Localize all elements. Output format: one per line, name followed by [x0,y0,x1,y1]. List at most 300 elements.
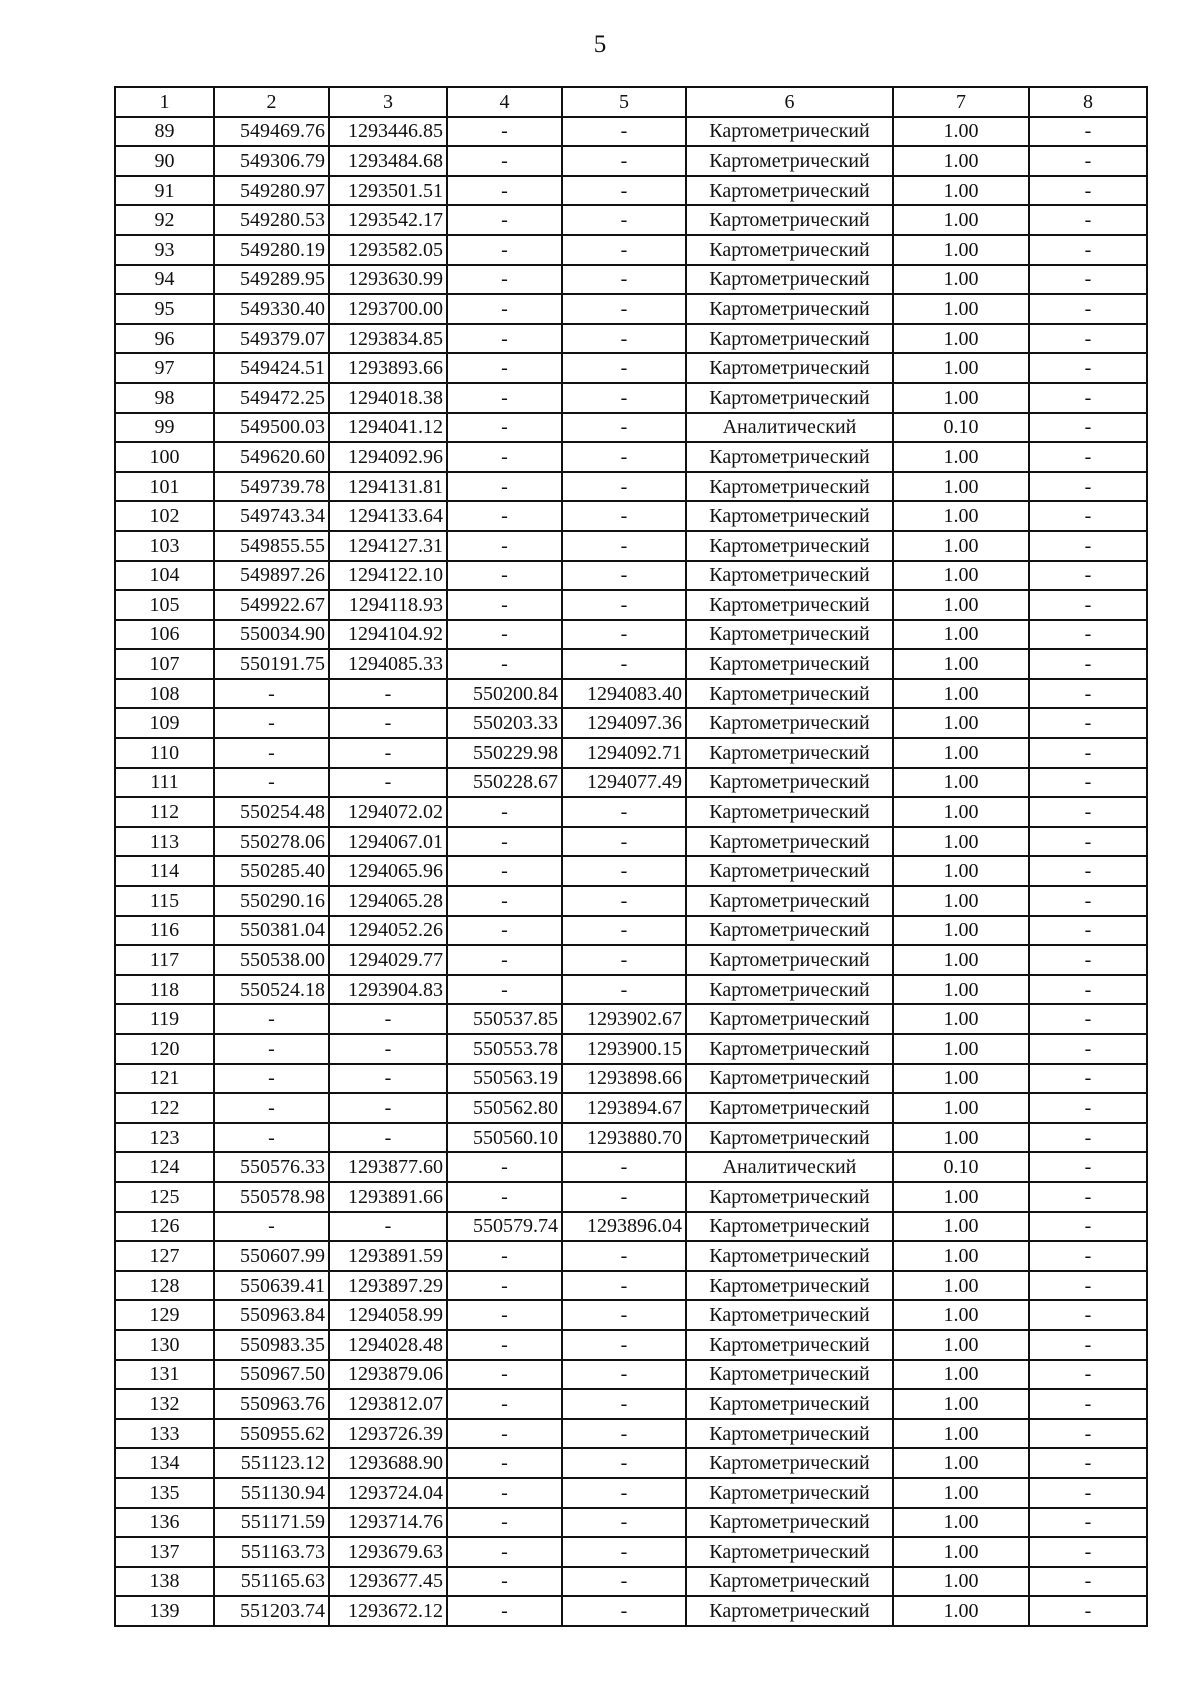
table-cell: - [1029,1300,1147,1330]
table-cell: Картометрический [686,442,893,472]
table-cell: - [1029,353,1147,383]
table-cell: 119 [115,1004,214,1034]
table-cell: - [562,827,686,857]
table-cell: - [1029,1004,1147,1034]
table-cell: 1.00 [893,442,1029,472]
table-cell: - [1029,916,1147,946]
table-cell: Картометрический [686,856,893,886]
table-row [115,1419,1147,1449]
table-cell: - [1029,117,1147,147]
table-cell: Картометрический [686,1448,893,1478]
table-cell: - [447,442,562,472]
table-cell: - [329,1064,447,1094]
table-cell: 1293630.99 [329,265,447,295]
table-cell: 1.00 [893,146,1029,176]
table-cell: - [214,768,329,798]
table-cell: 1.00 [893,1123,1029,1153]
table-cell: - [562,1389,686,1419]
table-cell: 1294018.38 [329,383,447,413]
table-cell: - [1029,561,1147,591]
table-cell: 104 [115,561,214,591]
table-cell: Картометрический [686,531,893,561]
table-cell: 134 [115,1448,214,1478]
table-cell: - [562,442,686,472]
table-cell: - [447,235,562,265]
table-cell: 551203.74 [214,1596,329,1626]
table-cell: 111 [115,768,214,798]
table-cell: - [1029,620,1147,650]
table-cell: 137 [115,1537,214,1567]
table-cell: - [447,1182,562,1212]
table-cell: 1294052.26 [329,916,447,946]
table-cell: 1.00 [893,1004,1029,1034]
table-row [115,856,1147,886]
table-cell: 550203.33 [447,708,562,738]
table-cell: 1293446.85 [329,117,447,147]
table-cell: - [562,413,686,443]
table-cell: Картометрический [686,975,893,1005]
table-cell: 131 [115,1360,214,1390]
table-cell: - [329,1034,447,1064]
table-cell: 106 [115,620,214,650]
table-cell: 115 [115,886,214,916]
table-cell: 0.10 [893,413,1029,443]
table-cell: Картометрический [686,1508,893,1538]
table-cell: - [1029,1093,1147,1123]
table-cell: 1294065.96 [329,856,447,886]
table-cell: 550955.62 [214,1419,329,1449]
table-cell: 1.00 [893,1360,1029,1390]
column-header: 2 [214,87,329,117]
table-cell: - [329,738,447,768]
table-cell: 549472.25 [214,383,329,413]
table-cell: 99 [115,413,214,443]
table-cell: 1.00 [893,916,1029,946]
table-cell: - [1029,649,1147,679]
table-cell: Картометрический [686,945,893,975]
table-cell: 1294127.31 [329,531,447,561]
table-row [115,324,1147,354]
table-row [115,1271,1147,1301]
table-cell: 1.00 [893,176,1029,206]
table-cell: - [1029,1182,1147,1212]
table-cell: - [1029,501,1147,531]
table-cell: - [562,531,686,561]
table-row [115,1537,1147,1567]
table-cell: 92 [115,205,214,235]
table-cell: - [1029,383,1147,413]
table-cell: 551163.73 [214,1537,329,1567]
table-cell: - [1029,1389,1147,1419]
table-cell: 549620.60 [214,442,329,472]
table-cell: - [447,146,562,176]
table-cell: 1294041.12 [329,413,447,443]
table-cell: 550191.75 [214,649,329,679]
table-cell: - [562,324,686,354]
table-row [115,1596,1147,1626]
table-cell: 123 [115,1123,214,1153]
table-row [115,501,1147,531]
table-row [115,1064,1147,1094]
table-cell: - [447,117,562,147]
table-cell: 125 [115,1182,214,1212]
table-row [115,117,1147,147]
table-cell: - [447,1448,562,1478]
table-cell: - [447,205,562,235]
table-cell: 1294072.02 [329,797,447,827]
table-cell: 1293891.66 [329,1182,447,1212]
table-cell: 89 [115,117,214,147]
table-cell: 1.00 [893,649,1029,679]
table-cell: 550381.04 [214,916,329,946]
table-cell: 1.00 [893,294,1029,324]
table-row [115,265,1147,295]
table-cell: - [447,383,562,413]
table-cell: - [447,827,562,857]
table-cell: - [1029,768,1147,798]
table-row [115,886,1147,916]
table-cell: Картометрический [686,1123,893,1153]
table-cell: Картометрический [686,1389,893,1419]
table-row [115,797,1147,827]
table-cell: 100 [115,442,214,472]
table-cell: 1294092.71 [562,738,686,768]
table-cell: 1.00 [893,708,1029,738]
table-cell: 120 [115,1034,214,1064]
table-cell: - [562,945,686,975]
table-cell: - [1029,590,1147,620]
table-cell: - [214,1034,329,1064]
table-cell: Картометрический [686,1064,893,1094]
table-cell: 1294077.49 [562,768,686,798]
table-cell: 1293894.67 [562,1093,686,1123]
table-cell: - [562,146,686,176]
table-cell: 1.00 [893,768,1029,798]
table-row [115,620,1147,650]
table-cell: Картометрический [686,649,893,679]
table-cell: - [562,1182,686,1212]
table-cell: 550639.41 [214,1271,329,1301]
table-cell: - [447,916,562,946]
table-cell: - [562,1478,686,1508]
table-cell: 550579.74 [447,1212,562,1242]
table-cell: - [1029,1271,1147,1301]
table-row [115,1182,1147,1212]
table-row [115,1004,1147,1034]
table-cell: 103 [115,531,214,561]
table-cell: - [329,1004,447,1034]
table-cell: - [1029,324,1147,354]
table-cell: Картометрический [686,472,893,502]
table-cell: 1.00 [893,1241,1029,1271]
table-cell: 1293542.17 [329,205,447,235]
table-cell: 1.00 [893,1064,1029,1094]
table-cell: 1294067.01 [329,827,447,857]
table-cell: 1.00 [893,1300,1029,1330]
table-cell: 108 [115,679,214,709]
table-cell: - [214,1064,329,1094]
table-cell: 550963.76 [214,1389,329,1419]
table-cell: 133 [115,1419,214,1449]
table-cell: 122 [115,1093,214,1123]
table-cell: 549500.03 [214,413,329,443]
table-cell: 1.00 [893,1212,1029,1242]
table-row [115,176,1147,206]
table-row [115,1389,1147,1419]
table-cell: - [1029,146,1147,176]
table-body [115,117,1147,1626]
column-header: 5 [562,87,686,117]
table-cell: 550200.84 [447,679,562,709]
table-cell: 551130.94 [214,1478,329,1508]
table-cell: - [562,620,686,650]
table-cell: 1.00 [893,1478,1029,1508]
table-cell: - [1029,1034,1147,1064]
table-cell: 110 [115,738,214,768]
table-cell: - [562,176,686,206]
table-cell: Картометрический [686,916,893,946]
table-cell: - [562,294,686,324]
table-cell: 1.00 [893,856,1029,886]
table-cell: Картометрический [686,797,893,827]
table-cell: - [447,886,562,916]
table-cell: 1.00 [893,797,1029,827]
table-cell: - [1029,886,1147,916]
table-cell: 93 [115,235,214,265]
table-cell: - [1029,531,1147,561]
table-row [115,708,1147,738]
table-cell: 550576.33 [214,1152,329,1182]
table-cell: 126 [115,1212,214,1242]
table-cell: 1.00 [893,324,1029,354]
table-cell: 550963.84 [214,1300,329,1330]
table-cell: Картометрический [686,1300,893,1330]
table-cell: Картометрический [686,1478,893,1508]
table-cell: 549280.53 [214,205,329,235]
table-cell: Картометрический [686,708,893,738]
table-cell: Аналитический [686,413,893,443]
table-cell: 551171.59 [214,1508,329,1538]
table-cell: - [214,738,329,768]
table-cell: 1294092.96 [329,442,447,472]
table-cell: 1293700.00 [329,294,447,324]
table-cell: - [447,1271,562,1301]
table-cell: Картометрический [686,1093,893,1123]
table-cell: 1.00 [893,235,1029,265]
table-cell: - [447,797,562,827]
table-cell: 550562.80 [447,1093,562,1123]
table-cell: - [562,383,686,413]
table-cell: 550524.18 [214,975,329,1005]
table-cell: - [447,561,562,591]
table-cell: - [562,649,686,679]
table-cell: 1294028.48 [329,1330,447,1360]
table-cell: - [562,1537,686,1567]
table-cell: 1.00 [893,353,1029,383]
table-cell: 1294122.10 [329,561,447,591]
table-row [115,738,1147,768]
table-cell: 139 [115,1596,214,1626]
table-cell: - [562,235,686,265]
table-cell: - [1029,1212,1147,1242]
table-cell: - [329,708,447,738]
table-row [115,1152,1147,1182]
table-cell: 1293900.15 [562,1034,686,1064]
table-cell: Картометрический [686,1360,893,1390]
table-cell: 1.00 [893,827,1029,857]
table-cell: 1293897.29 [329,1271,447,1301]
table-cell: 1.00 [893,1508,1029,1538]
table-cell: Картометрический [686,324,893,354]
table-cell: 549280.19 [214,235,329,265]
table-cell: 1293896.04 [562,1212,686,1242]
table-cell: Картометрический [686,235,893,265]
table-cell: - [562,1419,686,1449]
column-header: 4 [447,87,562,117]
table-cell: - [447,620,562,650]
table-cell: - [447,353,562,383]
table-cell: 132 [115,1389,214,1419]
table-cell: - [562,265,686,295]
table-cell: 1294029.77 [329,945,447,975]
table-cell: - [562,501,686,531]
table-cell: Картометрический [686,383,893,413]
table-cell: 1.00 [893,590,1029,620]
table-cell: 550607.99 [214,1241,329,1271]
table-cell: - [447,1478,562,1508]
table-cell: 1293891.59 [329,1241,447,1271]
table-cell: 549330.40 [214,294,329,324]
table-cell: 109 [115,708,214,738]
table-cell: - [562,590,686,620]
table-cell: - [329,1093,447,1123]
table-cell: - [447,1152,562,1182]
table-cell: 1.00 [893,501,1029,531]
table-cell: 101 [115,472,214,502]
table-cell: - [562,1567,686,1597]
table-cell: - [329,1212,447,1242]
table-cell: 1.00 [893,1448,1029,1478]
table-cell: 1.00 [893,975,1029,1005]
table-cell: Картометрический [686,353,893,383]
table-cell: - [447,975,562,1005]
table-row [115,1508,1147,1538]
table-row [115,205,1147,235]
table-cell: 136 [115,1508,214,1538]
table-cell: 95 [115,294,214,324]
table-cell: 114 [115,856,214,886]
table-row [115,1034,1147,1064]
table-cell: - [1029,294,1147,324]
table-cell: 112 [115,797,214,827]
table-cell: Картометрический [686,1537,893,1567]
table-cell: - [447,1508,562,1538]
table-cell: - [1029,442,1147,472]
table-cell: - [1029,738,1147,768]
table-cell: Картометрический [686,1004,893,1034]
table-cell: 116 [115,916,214,946]
table-cell: - [447,1300,562,1330]
table-cell: Картометрический [686,205,893,235]
table-cell: 549379.07 [214,324,329,354]
table-cell: 550983.35 [214,1330,329,1360]
table-cell: 1.00 [893,1034,1029,1064]
table-row [115,1360,1147,1390]
table-cell: - [447,856,562,886]
table-cell: - [214,1004,329,1034]
table-cell: 91 [115,176,214,206]
table-cell: 130 [115,1330,214,1360]
table-cell: 550278.06 [214,827,329,857]
table-cell: - [329,1123,447,1153]
table-row [115,768,1147,798]
table-cell: - [1029,856,1147,886]
table-row [115,442,1147,472]
table-cell: - [562,856,686,886]
table-cell: - [1029,235,1147,265]
table-cell: 551123.12 [214,1448,329,1478]
table-cell: 550254.48 [214,797,329,827]
table-cell: 1293582.05 [329,235,447,265]
table-cell: 1.00 [893,1389,1029,1419]
table-cell: 1293714.76 [329,1508,447,1538]
table-cell: - [1029,1419,1147,1449]
table-cell: Картометрический [686,620,893,650]
table-row [115,353,1147,383]
table-cell: 1293672.12 [329,1596,447,1626]
table-cell: 1.00 [893,620,1029,650]
table-row [115,472,1147,502]
table-cell: - [1029,708,1147,738]
table-cell: - [562,797,686,827]
table-row [115,827,1147,857]
table-cell: 1.00 [893,1596,1029,1626]
table-cell: - [447,1241,562,1271]
table-cell: - [1029,176,1147,206]
table-cell: - [214,1123,329,1153]
table-cell: 549897.26 [214,561,329,591]
table-cell: 1294083.40 [562,679,686,709]
table-cell: - [447,945,562,975]
table-cell: 129 [115,1300,214,1330]
table-cell: - [562,205,686,235]
table-cell: 1293688.90 [329,1448,447,1478]
table-row [115,1567,1147,1597]
table-cell: 549739.78 [214,472,329,502]
table-cell: Картометрический [686,1567,893,1597]
table-cell: 1294058.99 [329,1300,447,1330]
table-cell: Картометрический [686,501,893,531]
table-cell: - [1029,472,1147,502]
table-cell: 1293893.66 [329,353,447,383]
page-number: 5 [593,31,607,58]
table-cell: 1293724.04 [329,1478,447,1508]
table-cell: - [562,1360,686,1390]
table-cell: 549922.67 [214,590,329,620]
column-header: 6 [686,87,893,117]
table-cell: - [447,413,562,443]
table-cell: - [447,472,562,502]
table-cell: 549289.95 [214,265,329,295]
table-cell: - [1029,1241,1147,1271]
table-cell: - [447,1330,562,1360]
table-row [115,1123,1147,1153]
table-cell: - [1029,1330,1147,1360]
table-cell: 1.00 [893,1537,1029,1567]
table-cell: 1293484.68 [329,146,447,176]
column-header: 7 [893,87,1029,117]
table-cell: - [447,324,562,354]
